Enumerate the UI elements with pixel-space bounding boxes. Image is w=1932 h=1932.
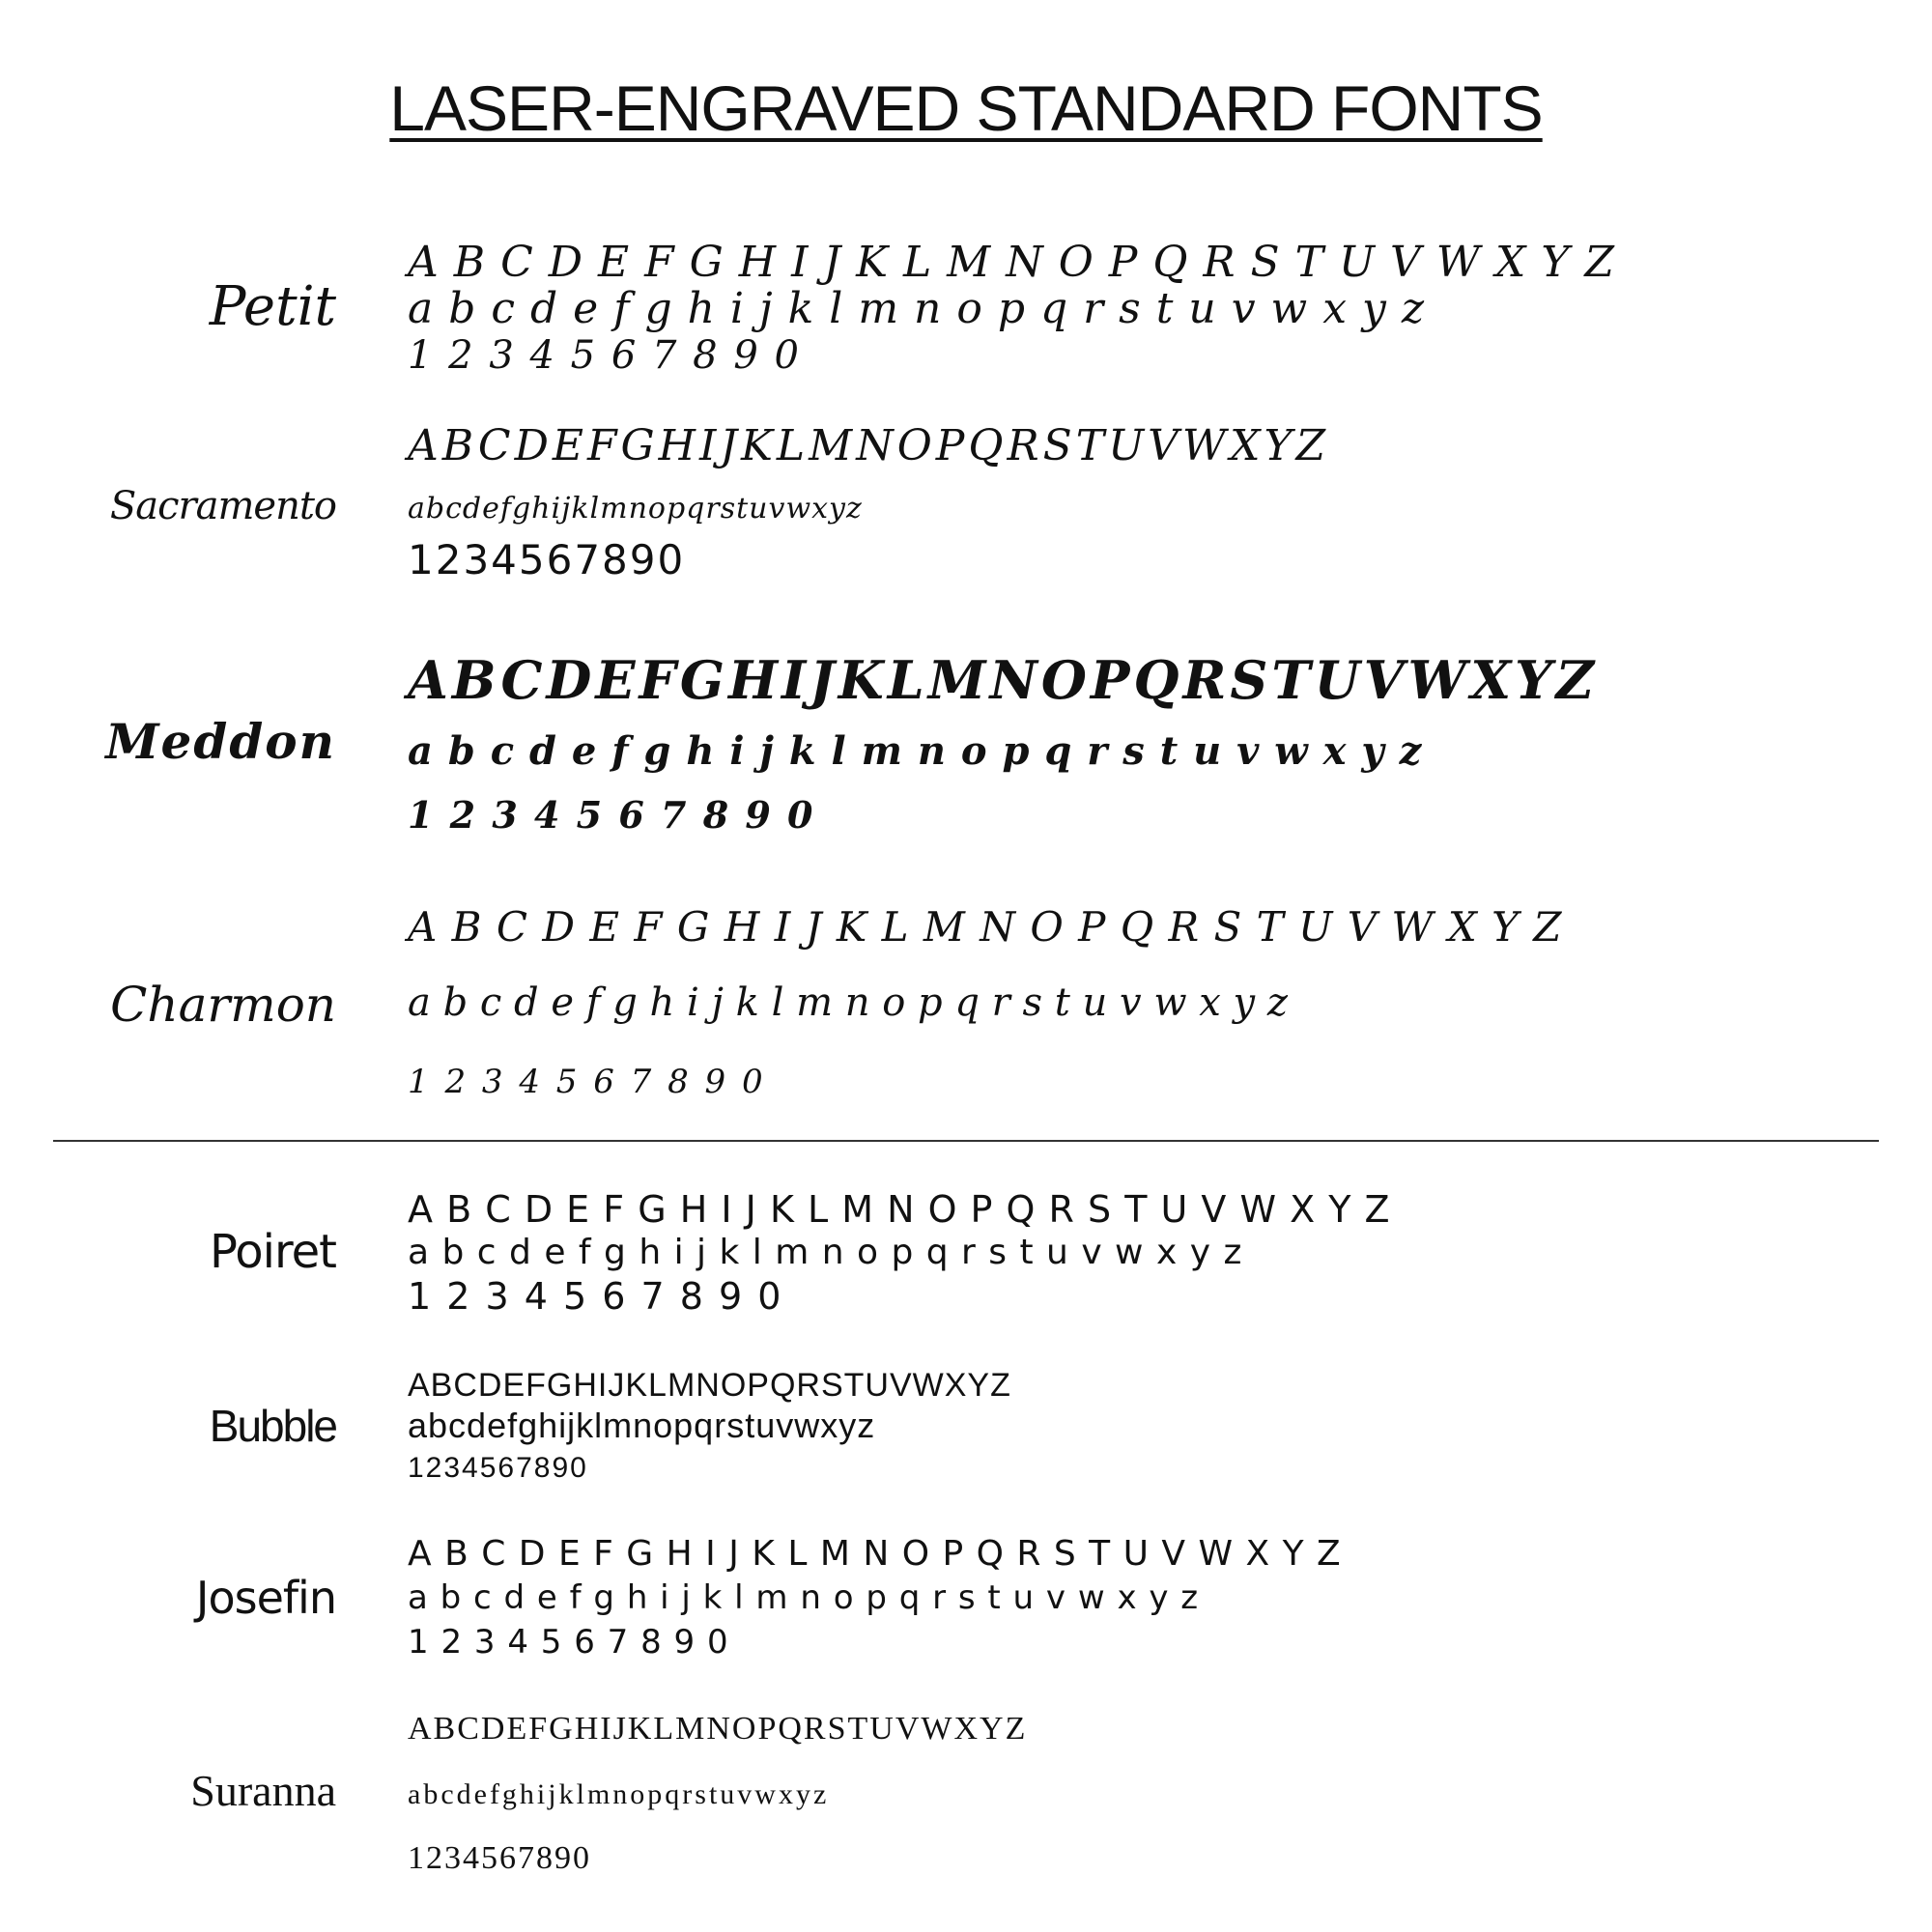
digits-sample: 1234567890 [408, 536, 686, 583]
lowercase-sample: abcdefghijklmnopqrstuvwxyz [408, 1406, 876, 1445]
digits-sample: 1234567890 [408, 1840, 591, 1876]
lowercase-sample: a b c d e f g h i j k l m n o p q r s t u v w x y z [408, 1233, 1243, 1272]
uppercase-sample: ABCDEFGHIJKLMNOPQRSTUVWXYZ [408, 1711, 1028, 1747]
digits-sample: 1234567890 [408, 1452, 588, 1484]
font-name-label: Bubble [209, 1401, 336, 1451]
section-divider [53, 1140, 1879, 1142]
page-title: LASER-ENGRAVED STANDARD FONTS [389, 72, 1543, 144]
font-name-label: Meddon [105, 713, 336, 770]
font-name-label: Josefin [195, 1572, 336, 1624]
uppercase-sample: ABCDEFGHIJKLMNOPQRSTUVWXYZ [408, 1367, 1011, 1404]
lowercase-sample: abcdefghijklmnopqrstuvwxyz [408, 1778, 830, 1810]
uppercase-sample: ABCDEFGHIJKLMNOPQRSTUVWXYZ [408, 421, 1330, 470]
font-name-label: Suranna [190, 1766, 336, 1815]
lowercase-sample: abcdefghijklmnopqrstuvwxyz [408, 492, 863, 526]
lowercase-sample: a b c d e f g h i j k l m n o p q r s t u v w x y z [408, 980, 1288, 1025]
digits-sample: 1 2 3 4 5 6 7 8 9 0 [408, 1275, 783, 1318]
lowercase-sample: a b c d e f g h i j k l m n o p q r s t u v w x y z [408, 1578, 1200, 1617]
uppercase-sample: A B C D E F G H I J K L M N O P Q R S T U V W X Y Z [408, 1188, 1391, 1231]
digits-sample: 1 2 3 4 5 6 7 8 9 0 [408, 333, 801, 378]
digits-sample: 1 2 3 4 5 6 7 8 9 0 [408, 793, 815, 837]
font-name-label: Sacramento [109, 484, 336, 528]
digits-sample: 1 2 3 4 5 6 7 8 9 0 [408, 1623, 729, 1662]
font-name-label: Poiret [210, 1225, 336, 1279]
uppercase-sample: ABCDEFGHIJKLMNOPQRSTUVWXYZ [408, 649, 1599, 711]
uppercase-sample: A B C D E F G H I J K L M N O P Q R S T U V W X Y Z [408, 903, 1563, 951]
font-name-label: Petit [209, 275, 336, 338]
lowercase-sample: a b c d e f g h i j k l m n o p q r s t u v w x y z [408, 284, 1426, 333]
uppercase-sample: A B C D E F G H I J K L M N O P Q R S T U V W X Y Z [408, 1534, 1342, 1574]
uppercase-sample: A B C D E F G H I J K L M N O P Q R S T U V W X Y Z [408, 238, 1615, 287]
digits-sample: 1 2 3 4 5 6 7 8 9 0 [408, 1063, 766, 1101]
lowercase-sample: a b c d e f g h i j k l m n o p q r s t u v w x y z [408, 728, 1423, 774]
font-name-label: Charmon [110, 977, 336, 1033]
